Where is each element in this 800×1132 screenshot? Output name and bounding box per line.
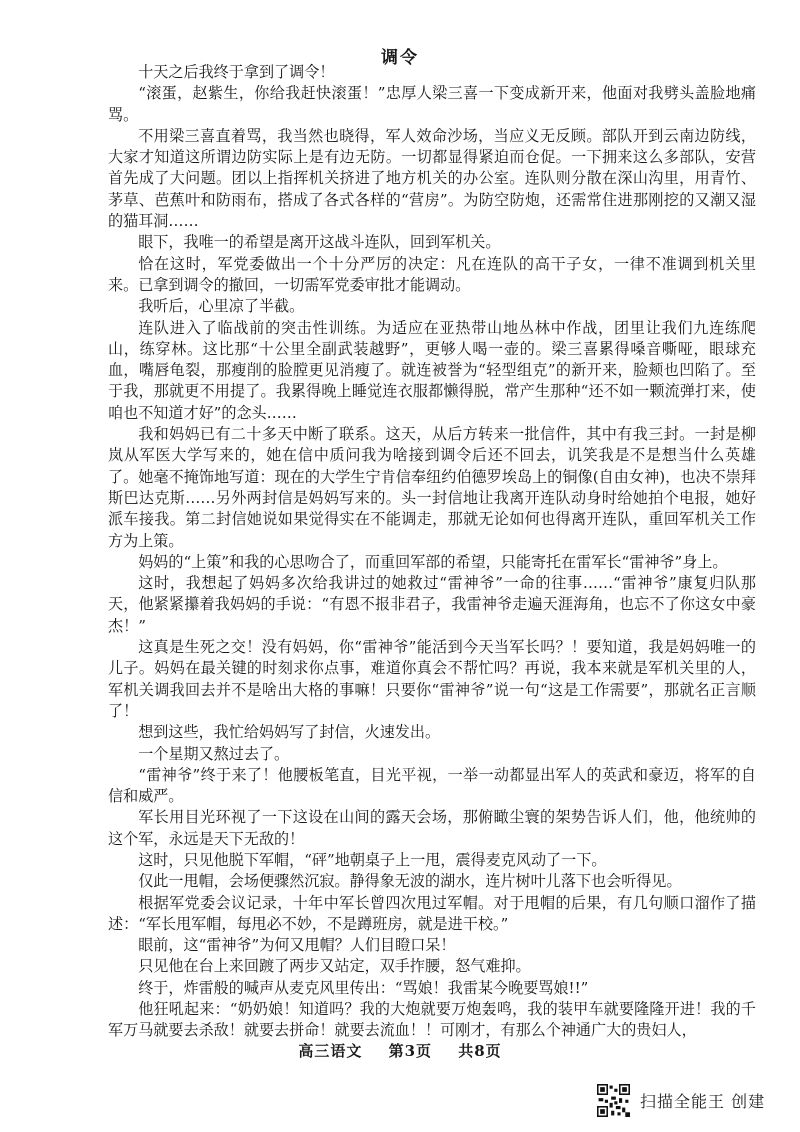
footer-total-pages: 共8页 [458, 1042, 502, 1060]
paragraph: 不用梁三喜直着骂，我当然也晓得，军人效命沙场，当应义无反顾。部队开到云南边防线，大家才知道这所谓边防实际上是有边无防。一切都显得紧迫而仓促。一下拥来这么多部队，安营首先成了大问题。团以上指挥机关挤进了地方机关的办公室。连队则分散在深山沟里，用青竹、茅草、芭蕉叶和防雨布，搭成了各式各样的“营房”。为防空防炮，还需常住进那刚挖的又潮又湿的猫耳洞…… [108, 126, 756, 231]
footer-subject: 高三语文 [298, 1042, 363, 1060]
paragraph: 眼下，我唯一的希望是离开这战斗连队，回到军机关。 [138, 233, 501, 252]
page-footer [0, 1040, 800, 1061]
paragraph: 只见他在台上来回踱了两步又站定，双手拃腰，怒气难抑。 [138, 957, 531, 976]
paragraph: 这真是生死之交！没有妈妈，你“雷神爷”能活到今天当军长吗？！要知道，我是妈妈唯一的儿子。妈妈在最关键的时刻求你点事，难道你真会不帮忙吗？再说，我本来就是军机关里的人，军机关调我回去并不是啥出大格的事嘛！只要你“雷神爷”说一句“这是工作需要”，那就名正言顺了！ [108, 638, 756, 720]
paragraph: 十天之后我终于拿到了调令！ [138, 63, 335, 81]
paragraph: 妈妈的“上策”和我的心思吻合了，而重回军部的希望，只能寄托在雷军长“雷神爷”身上。 [138, 552, 728, 571]
paragraph: 这时，我想起了妈妈多次给我讲过的她救过“雷神爷”一命的往事……“雷神爷”康复归队那天，他紧紧攥着我妈妈的手说：“有恩不报非君子，我雷神爷走遍天涯海角，也忘不了你这女中豪杰！” [108, 574, 756, 635]
paragraph: 这时，只见他脱下军帽，“砰”地朝桌子上一甩，震得麦克风动了一下。 [138, 850, 607, 869]
paragraph: 一个星期又熬过去了。 [138, 744, 290, 763]
paragraph: 我听后，心里凉了半截。 [138, 297, 305, 316]
paragraph: 根据军党委会议记录，十年中军长曾四次甩过军帽。对于甩帽的后果，有几句顺口溜作了描述：“军长甩军帽，每甩必不妙，不是蹲班房，就是进干校。” [108, 893, 756, 933]
qr-code-icon [597, 1084, 630, 1117]
paragraph: 恰在这时，军党委做出一个十分严厉的决定：凡在连队的高干子女，一律不准调到机关里来。已拿到调令的撤回，一切需军党委审批才能调动。 [108, 254, 756, 294]
watermark-text: 扫描全能王 创建 [640, 1091, 766, 1111]
paragraph: 终于，炸雷般的喊声从麦克风里传出：“骂娘！我雷某今晚要骂娘!!” [138, 978, 589, 997]
paragraph: 我和妈妈已有二十多天中断了联系。这天，从后方转来一批信件，其中有我三封。一封是柳岚从军医大学写来的，她在信中质问我为啥接到调令后还不回去，讥笑我是不是想当什么英雄了。她毫不掩饰地写道：现在的大学生宁肯信奉纽约伯德罗埃岛上的铜像(自由女神)，也决不崇拜斯巴达克斯……另外两封信是妈妈写来的。头一封信地让我离开连队动身时给她拍个电报，她好派车接我。第二封信她说如果觉得实在不能调走，那就无论如何也得离开连队，重回军机关工作方为上策。 [108, 425, 756, 550]
paragraph: 军长用目光环视了一下这设在山间的露天会场，那俯瞰尘寰的架势告诉人们，他，他统帅的这个军，永远是天下无敌的！ [108, 808, 756, 848]
paragraph: “雷神爷”终于来了！他腰板笔直，目光平视，一举一动都显出军人的英武和豪迈，将军的自信和威严。 [108, 765, 756, 806]
paragraph: 他狂吼起来：“奶奶娘！知道吗？我的大炮就要万炮轰鸣，我的装甲车就要隆隆开进！我的千军万马就要去杀敌！就要去拼命！就要去流血！！可刚才，有那么个神通广大的贵妇人， [108, 1000, 756, 1040]
paragraph: 眼前，这“雷神爷”为何又甩帽？人们目瞪口呆！ [138, 936, 456, 955]
paragraph: 想到这些，我忙给妈妈写了封信，火速发出。 [138, 723, 441, 742]
paragraph: 仅此一甩帽，会场便骤然沉寂。静得象无波的湖水，连片树叶儿落下也会听得见。 [138, 872, 682, 891]
article-body [108, 62, 756, 1042]
page-title: 调令 [381, 48, 419, 68]
footer-page-number: 第3页 [388, 1042, 432, 1060]
scanner-watermark [597, 1082, 765, 1118]
paragraph: “滚蛋，赵紫生，你给我赶快滚蛋！”忠厚人梁三喜一下变成新开来，他面对我劈头盖脸地痛骂。 [108, 84, 756, 124]
paragraph: 连队进入了临战前的突击性训练。为适应在亚热带山地丛林中作战，团里让我们九连练爬山，练穿林。这比那“十公里全副武装越野”，更够人喝一壶的。梁三喜累得嗓音嘶哑，眼球充血，嘴唇龟裂，那瘦削的脸膛更见消瘦了。就连被誉为“轻型组克”的新开来，脸颊也凹陷了。至于我，那就更不用提了。我累得晚上睡觉连衣服都懒得脱，常产生那种“还不如一颗流弹打来，使咱也不知道才好”的念头…… [108, 318, 756, 422]
